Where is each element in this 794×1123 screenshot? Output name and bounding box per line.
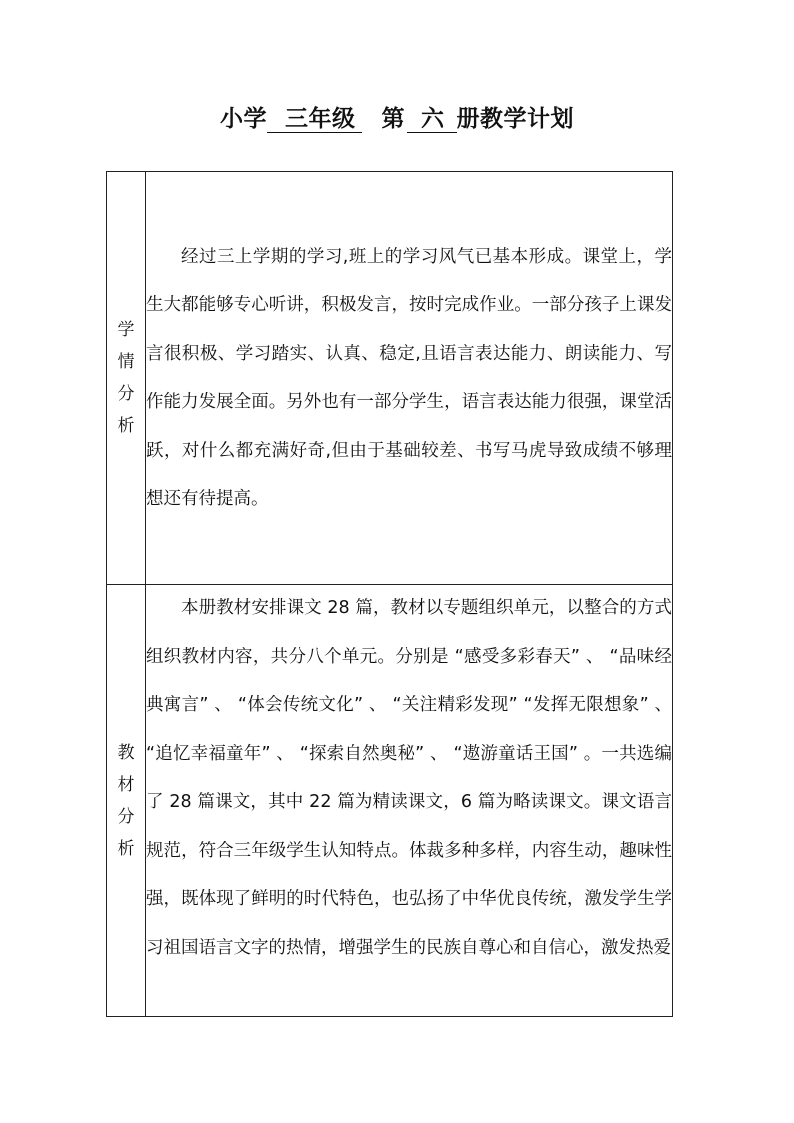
body-cell-situation <box>146 172 673 585</box>
label-char: 情 <box>117 352 135 372</box>
title-grade-field: 三年级 <box>267 106 362 133</box>
situation-analysis-text: 经过三上学期的学习,班上的学习风气已基本形成。课堂上，学生大都能够专心听讲，积极发言，按时完成作业。一部分孩子上课发言很积极、学习踏实、认真、稳定,且语言表达能力、朗读能力、写作能力发展全面。另外也有一部分学生，语言表达能力很强，课堂活跃，对什么都充满好奇,但由于基础较差、书写马虎导致成绩不够理想还有待提高。 <box>146 246 672 509</box>
label-cell-situation <box>107 172 146 585</box>
plan-table <box>106 171 673 1017</box>
body-cell-textbook <box>146 585 673 1017</box>
vertical-label-textbook <box>107 737 145 865</box>
table-row-situation-analysis <box>107 172 673 585</box>
title-prefix: 小学 <box>220 106 267 132</box>
title-suffix: 册教学计划 <box>456 106 574 132</box>
label-char: 析 <box>117 416 135 436</box>
label-cell-textbook <box>107 585 146 1017</box>
title-volume-field: 六 <box>407 106 457 133</box>
table-row-textbook-analysis <box>107 585 673 1017</box>
label-char: 分 <box>117 384 135 404</box>
label-char: 析 <box>117 838 135 859</box>
label-char: 教 <box>117 742 135 763</box>
vertical-label-situation <box>107 314 145 442</box>
label-char: 分 <box>117 806 135 827</box>
page-title <box>0 100 794 133</box>
title-mid-text: 第 <box>381 106 405 132</box>
textbook-analysis-text: 本册教材安排课文 28 篇，教材以专题组织单元，以整合的方式组织教材内容，共分八个单元。分别是 “感受多彩春天” 、 “品味经典寓言” 、 “体会传统文化” 、 “关注精彩发现” “发挥无限想象” 、 “追忆幸福童年” 、 “探索自然奥秘” 、 “遨游童话王国” 。一共选编了 28 篇课文，其中 22 篇为精读课文，6 篇为略读课文。课文语言规范，符合三年级学生认知特点。体裁多种多样，内容生动，趣味性强，既体现了鲜明的时代特色，也弘扬了中华优良传统，激发学生学习祖国语言文字的热情，增强学生的民族自尊心和自信心，激发热爱 <box>146 598 672 958</box>
title-mid <box>362 106 408 132</box>
label-char: 材 <box>117 774 135 795</box>
label-char: 学 <box>117 320 135 340</box>
